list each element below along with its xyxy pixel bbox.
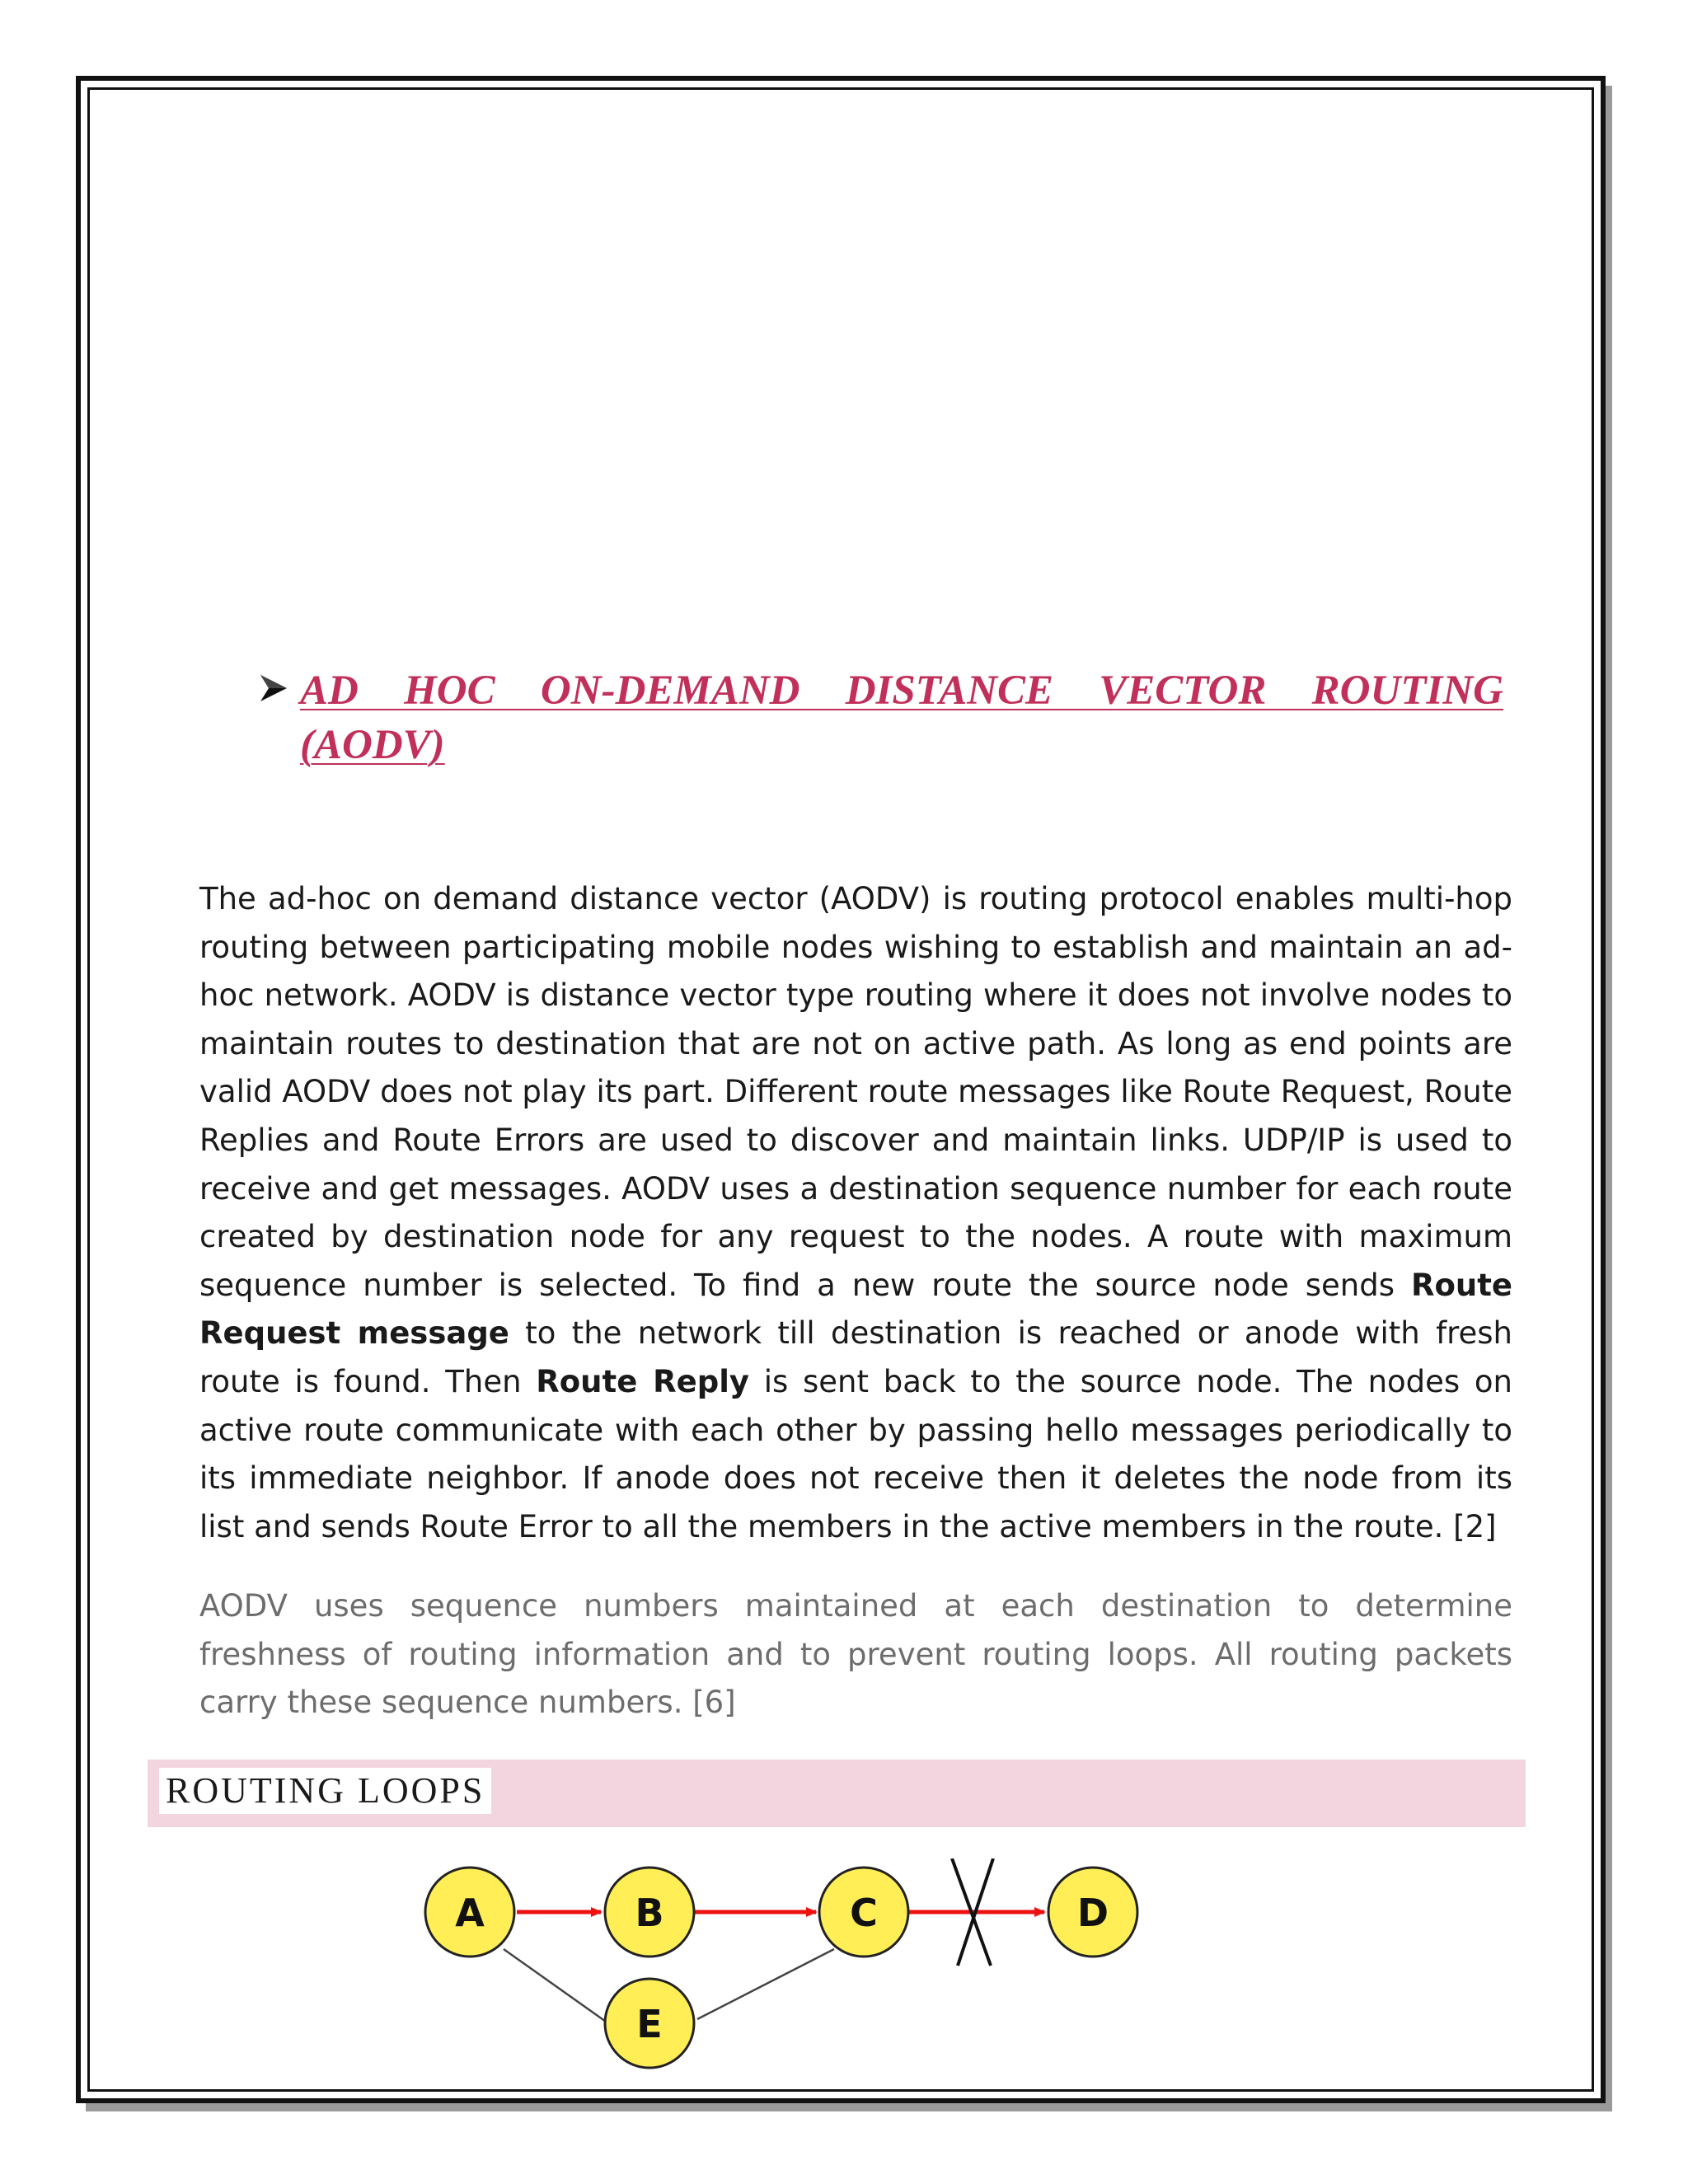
node-b-label: B xyxy=(635,1891,664,1935)
node-b xyxy=(605,1868,694,1957)
node-c xyxy=(819,1868,908,1957)
bold-route-reply: Route Reply xyxy=(536,1363,750,1399)
heading-line-1: AD HOC ON-DEMAND DISTANCE VECTOR ROUTING xyxy=(300,668,1503,714)
routing-loop-diagram-svg xyxy=(396,1858,1170,2081)
node-d-label: D xyxy=(1076,1891,1109,1935)
paragraph-text-part-3: is sent back to the source node. The nodes on active route communicate with each other by passing hello messages periodically to its immediate neighbor. If anode does not receive then it deletes the node from its list and sends Route Error to all the members in the active members in the route. [2] xyxy=(199,1363,1513,1544)
routing-loops-section-bar xyxy=(148,1760,1526,1827)
heading-title xyxy=(300,663,1503,772)
link-a-e xyxy=(504,1949,614,2027)
node-e-label: E xyxy=(636,2002,663,2046)
link-c-e xyxy=(697,1949,834,2019)
paragraph-text-part-2: to the network till destination is reached or anode with fresh route is found. Then xyxy=(199,1315,1512,1399)
arrowhead-bullet-icon xyxy=(257,672,300,721)
heading-line-2: (AODV) xyxy=(300,722,445,768)
node-d xyxy=(1048,1868,1137,1957)
paragraph-sequence-numbers: AODV uses sequence numbers maintained at each destination to determine freshness of routing information and to prevent routing loops. All routing packets carry these sequence numbers. [6] xyxy=(199,1588,1512,1721)
paragraph-aodv-description xyxy=(199,875,1512,1551)
node-a xyxy=(425,1868,514,1957)
node-e xyxy=(605,1979,694,2068)
bold-route-request: Route Request message xyxy=(199,1267,1512,1352)
node-c-label: C xyxy=(850,1891,878,1935)
paragraph-text-part-1: The ad-hoc on demand distance vector (AODV) is routing protocol enables multi-hop routing between participating mobile nodes wishing to establish and maintain an ad-hoc network. AODV is distance vector type routing where it does not involve nodes to maintain routes to destination that are not on active path. As long as end points are valid AODV does not play its part. Different route messages like Route Request, Route Replies and Route Errors are used to discover and maintain links. UDP/IP is used to receive and get messages. AODV uses a destination sequence number for each route created by destination node for any request to the nodes. A route with maximum sequence number is selected. To find a new route the source node sends xyxy=(199,881,1513,1303)
section-heading xyxy=(257,663,1510,772)
routing-loop-diagram xyxy=(396,1858,1170,2084)
routing-loops-heading: ROUTING LOOPS xyxy=(159,1768,491,1814)
node-a-label: A xyxy=(455,1891,485,1935)
